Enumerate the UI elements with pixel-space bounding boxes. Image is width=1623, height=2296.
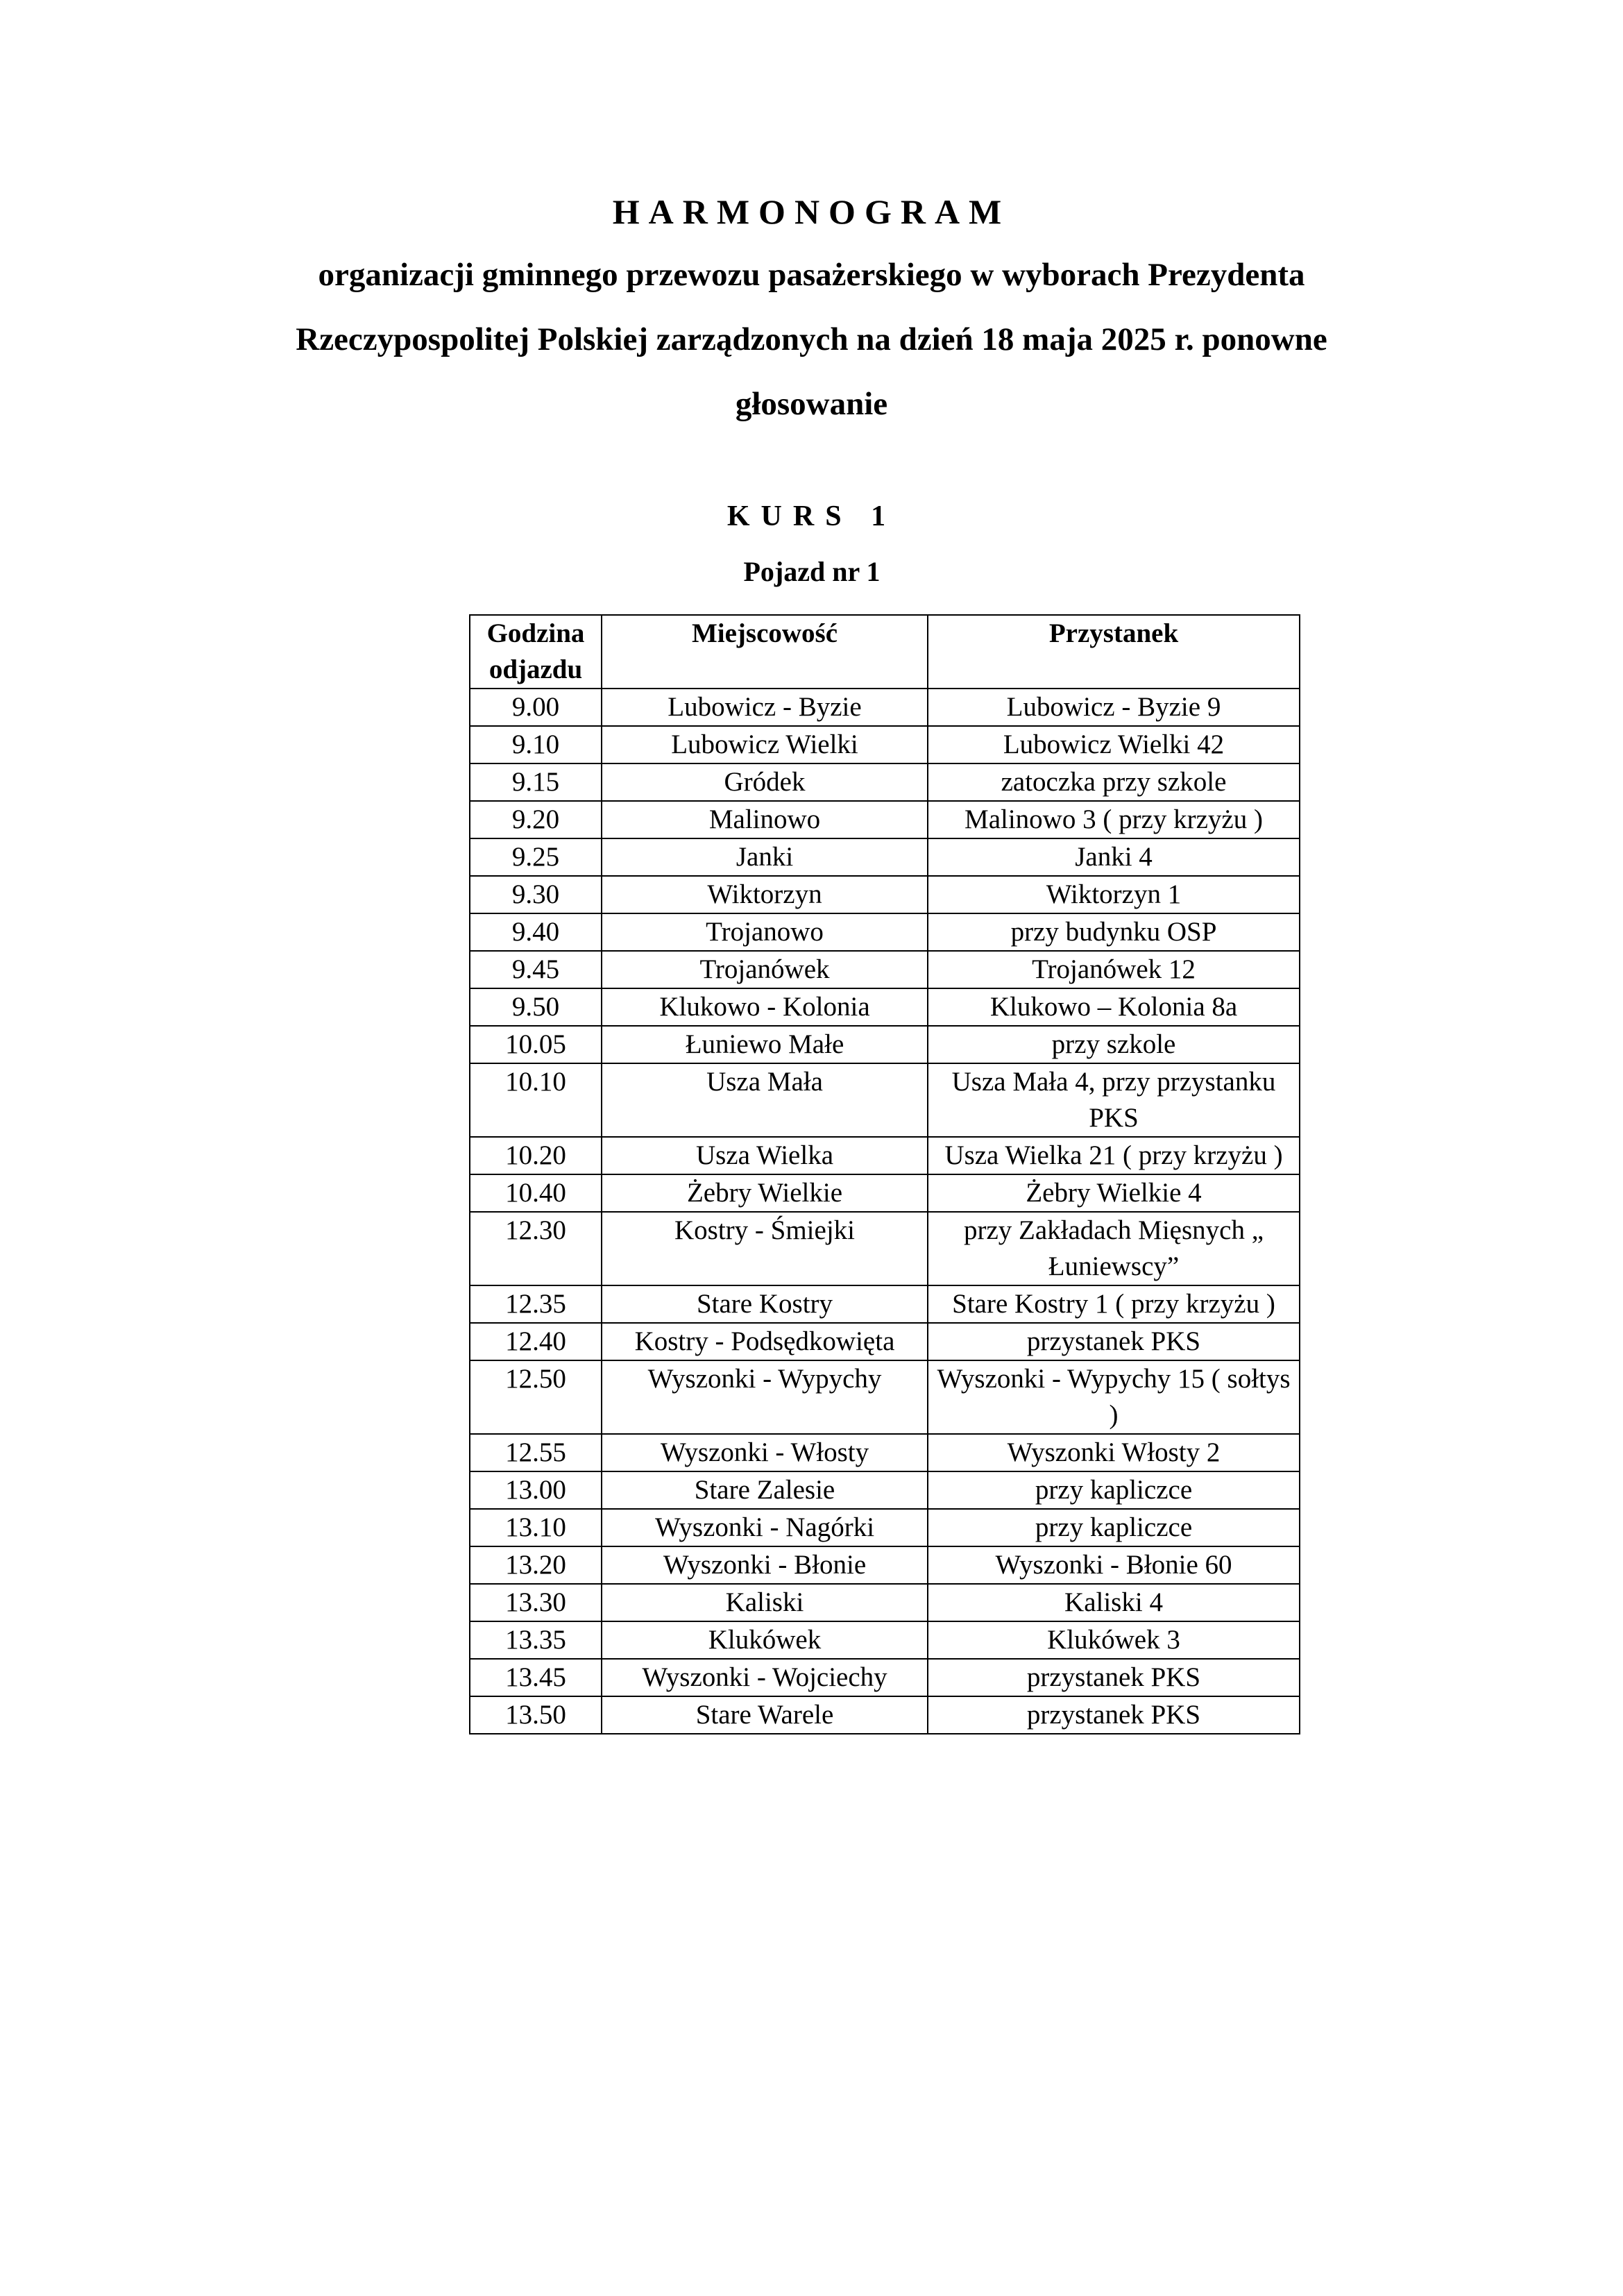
table-row — [470, 1584, 1300, 1621]
stop-cell: Usza Mała 4, przy przystanku PKS — [928, 1063, 1300, 1137]
departure-time-cell: 12.30 — [470, 1212, 602, 1285]
table-row — [470, 1212, 1300, 1285]
stop-cell: przy kapliczce — [928, 1471, 1300, 1509]
locality-cell: Gródek — [602, 763, 928, 801]
stop-cell: Klukówek 3 — [928, 1621, 1300, 1659]
locality-cell: Stare Kostry — [602, 1285, 928, 1323]
departure-time-cell: 9.00 — [470, 689, 602, 726]
locality-cell: Kostry - Śmiejki — [602, 1212, 928, 1285]
table-row — [470, 1026, 1300, 1063]
stop-cell: przy Zakładach Mięsnych „ Łuniewscy” — [928, 1212, 1300, 1285]
locality-cell: Trojanowo — [602, 913, 928, 951]
table-row — [470, 1323, 1300, 1360]
header-locality: Miejscowość — [602, 615, 928, 689]
locality-cell: Kostry - Podsędkowięta — [602, 1323, 928, 1360]
stop-cell: przystanek PKS — [928, 1696, 1300, 1734]
stop-cell: Żebry Wielkie 4 — [928, 1174, 1300, 1212]
stop-cell: Wyszonki - Wypychy 15 ( sołtys ) — [928, 1360, 1300, 1434]
stop-cell: przystanek PKS — [928, 1323, 1300, 1360]
locality-cell: Łuniewo Małe — [602, 1026, 928, 1063]
kurs-heading: KURS 1 — [726, 500, 897, 532]
departure-time-cell: 10.05 — [470, 1026, 602, 1063]
stop-cell: Kaliski 4 — [928, 1584, 1300, 1621]
table-row — [470, 1509, 1300, 1546]
departure-time-cell: 9.30 — [470, 876, 602, 913]
document-subtitle-line-2: Rzeczypospolitej Polskiej zarządzonych na dzień 18 maja 2025 r. ponowne — [296, 321, 1327, 357]
departure-time-cell: 13.50 — [470, 1696, 602, 1734]
stop-cell: Trojanówek 12 — [928, 951, 1300, 988]
departure-time-cell: 12.35 — [470, 1285, 602, 1323]
departure-time-cell: 9.45 — [470, 951, 602, 988]
departure-time-cell: 10.10 — [470, 1063, 602, 1137]
locality-cell: Lubowicz Wielki — [602, 726, 928, 763]
locality-cell: Klukowo - Kolonia — [602, 988, 928, 1026]
departure-time-cell: 9.40 — [470, 913, 602, 951]
stop-cell: Wyszonki Włosty 2 — [928, 1434, 1300, 1471]
locality-cell: Wyszonki - Włosty — [602, 1434, 928, 1471]
table-row — [470, 801, 1300, 838]
table-row — [470, 1434, 1300, 1471]
locality-cell: Lubowicz - Byzie — [602, 689, 928, 726]
departure-time-cell: 9.10 — [470, 726, 602, 763]
locality-cell: Wyszonki - Wojciechy — [602, 1659, 928, 1696]
header-stop: Przystanek — [928, 615, 1300, 689]
locality-cell: Klukówek — [602, 1621, 928, 1659]
departure-time-cell: 10.40 — [470, 1174, 602, 1212]
stop-cell: przy kapliczce — [928, 1509, 1300, 1546]
stop-cell: zatoczka przy szkole — [928, 763, 1300, 801]
table-row — [470, 1360, 1300, 1434]
table-row — [470, 913, 1300, 951]
locality-cell: Janki — [602, 838, 928, 876]
table-row — [470, 1063, 1300, 1137]
table-header-row — [470, 615, 1300, 689]
departure-time-cell: 13.00 — [470, 1471, 602, 1509]
stop-cell: Stare Kostry 1 ( przy krzyżu ) — [928, 1285, 1300, 1323]
departure-time-cell: 10.20 — [470, 1137, 602, 1174]
locality-cell: Stare Zalesie — [602, 1471, 928, 1509]
header-departure-time: Godzina odjazdu — [470, 615, 602, 689]
departure-time-cell: 13.45 — [470, 1659, 602, 1696]
stop-cell: Usza Wielka 21 ( przy krzyżu ) — [928, 1137, 1300, 1174]
table-row — [470, 951, 1300, 988]
departure-time-cell: 13.35 — [470, 1621, 602, 1659]
locality-cell: Wiktorzyn — [602, 876, 928, 913]
departure-time-cell: 13.10 — [470, 1509, 602, 1546]
locality-cell: Wyszonki - Błonie — [602, 1546, 928, 1584]
stop-cell: Lubowicz Wielki 42 — [928, 726, 1300, 763]
document-subtitle-line-1: organizacji gminnego przewozu pasażerskiego w wyborach Prezydenta — [318, 257, 1305, 293]
departure-time-cell: 9.15 — [470, 763, 602, 801]
document-header — [0, 180, 1623, 437]
table-row — [470, 689, 1300, 726]
locality-cell: Trojanówek — [602, 951, 928, 988]
stop-cell: Malinowo 3 ( przy krzyżu ) — [928, 801, 1300, 838]
departure-time-cell: 12.50 — [470, 1360, 602, 1434]
table-row — [470, 988, 1300, 1026]
document-title: HARMONOGRAM — [612, 192, 1011, 231]
locality-cell: Kaliski — [602, 1584, 928, 1621]
table-row — [470, 1546, 1300, 1584]
stop-cell: przy budynku OSP — [928, 913, 1300, 951]
locality-cell: Stare Warele — [602, 1696, 928, 1734]
departure-time-cell: 9.25 — [470, 838, 602, 876]
locality-cell: Usza Mała — [602, 1063, 928, 1137]
stop-cell: Wyszonki - Błonie 60 — [928, 1546, 1300, 1584]
table-row — [470, 1471, 1300, 1509]
vehicle-heading: Pojazd nr 1 — [743, 556, 881, 587]
locality-cell: Usza Wielka — [602, 1137, 928, 1174]
table-row — [470, 838, 1300, 876]
stop-cell: Janki 4 — [928, 838, 1300, 876]
table-row — [470, 1621, 1300, 1659]
locality-cell: Wyszonki - Wypychy — [602, 1360, 928, 1434]
table-row — [470, 1174, 1300, 1212]
departure-time-cell: 12.55 — [470, 1434, 602, 1471]
stop-cell: przystanek PKS — [928, 1659, 1300, 1696]
departure-time-cell: 9.20 — [470, 801, 602, 838]
locality-cell: Malinowo — [602, 801, 928, 838]
stop-cell: przy szkole — [928, 1026, 1300, 1063]
table-row — [470, 1659, 1300, 1696]
document-subtitle-line-3: głosowanie — [735, 386, 888, 422]
table-row — [470, 763, 1300, 801]
locality-cell: Żebry Wielkie — [602, 1174, 928, 1212]
departure-time-cell: 13.20 — [470, 1546, 602, 1584]
stop-cell: Klukowo – Kolonia 8a — [928, 988, 1300, 1026]
locality-cell: Wyszonki - Nagórki — [602, 1509, 928, 1546]
table-row — [470, 1137, 1300, 1174]
schedule-table — [469, 614, 1300, 1734]
departure-time-cell: 12.40 — [470, 1323, 602, 1360]
table-row — [470, 1285, 1300, 1323]
departure-time-cell: 9.50 — [470, 988, 602, 1026]
table-row — [470, 876, 1300, 913]
stop-cell: Wiktorzyn 1 — [928, 876, 1300, 913]
departure-time-cell: 13.30 — [470, 1584, 602, 1621]
stop-cell: Lubowicz - Byzie 9 — [928, 689, 1300, 726]
table-row — [470, 1696, 1300, 1734]
table-row — [470, 726, 1300, 763]
